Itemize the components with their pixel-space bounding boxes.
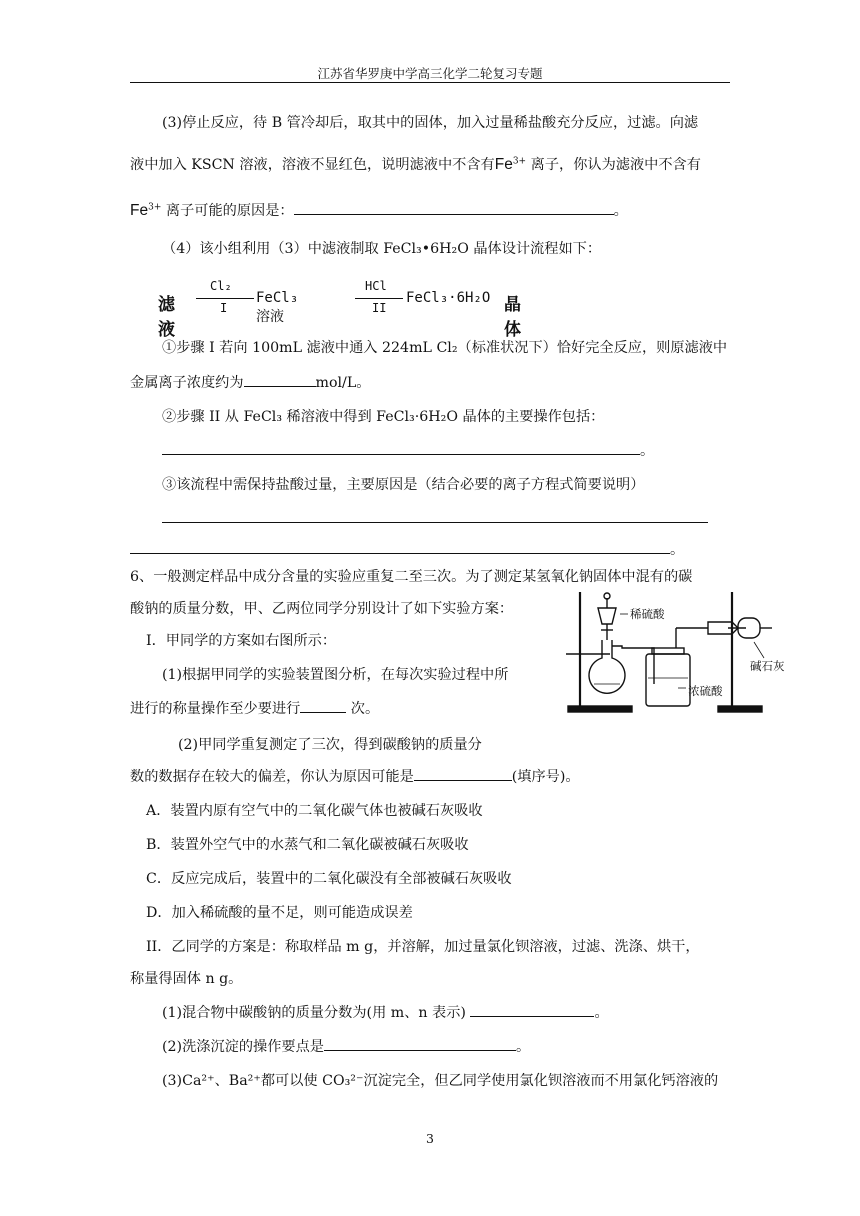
- label-soda-lime: 碱石灰: [750, 659, 785, 673]
- flow-step-1: I: [220, 301, 228, 315]
- q4-s1-text: 金属离子浓度约为: [130, 375, 244, 391]
- q3-line-2-tail: 离子，你认为滤液中不含有: [530, 157, 701, 173]
- q4-intro: （4）该小组利用（3）中滤液制取 FeCl₃•6H₂O 晶体设计流程如下：: [162, 241, 602, 257]
- option-a: A．装置内原有空气中的二氧化碳气体也被碱石灰吸收: [146, 803, 483, 819]
- q6-part1-title: I．甲同学的方案如右图所示：: [146, 633, 337, 649]
- flow-mid: FeCl₃溶液: [256, 290, 299, 325]
- answer-blank-q3[interactable]: [294, 200, 614, 215]
- q3-line-3-text: 离子可能的原因是：: [165, 203, 294, 219]
- option-d: D．加入稀硫酸的量不足，则可能造成误差: [146, 905, 413, 921]
- q3-line-3: [130, 200, 628, 220]
- q6-p1-q1-line-1: (1)根据甲同学的实验装置图分析，在每次实验过程中所: [162, 667, 509, 683]
- q6-p2-q3: (3)Ca²⁺、Ba²⁺都可以使 CO₃²⁻沉淀完全，但乙同学使用氯化钡溶液而不用氯化钙溶液的: [162, 1073, 719, 1089]
- answer-blank-s2[interactable]: [162, 440, 640, 455]
- q3-line-2-text: 液中加入 KSCN 溶液，溶液不显红色，说明滤液中不含有: [130, 157, 495, 173]
- q4-s1-unit: mol/L。: [315, 375, 371, 391]
- q6-p1-q2-text: 数的数据存在较大的偏差，你认为原因可能是: [130, 769, 414, 785]
- answer-blank-weighing[interactable]: [300, 698, 346, 713]
- q6-p1-q1-unit: 次。: [350, 701, 380, 717]
- answer-blank-washing[interactable]: [324, 1036, 516, 1051]
- q3-line-2: [130, 154, 701, 174]
- label-conc-sulfuric-acid: 浓硫酸: [688, 684, 723, 698]
- q6-p2-q2: [162, 1036, 530, 1056]
- q4-s2-end: 。: [640, 443, 655, 459]
- q6-p2-q1: [162, 1002, 609, 1022]
- q4-s3-answer-2: [130, 539, 684, 559]
- label-dilute-sulfuric-acid: 稀硫酸: [630, 607, 665, 621]
- q6-p1-q1-line-2: [130, 698, 379, 718]
- q6-p2-q1-text: (1)混合物中碳酸钠的质量分数为(用 m、n 表示): [162, 1005, 466, 1021]
- answer-blank-concentration[interactable]: [244, 372, 316, 387]
- fe-charge: 3+: [512, 156, 527, 167]
- flow-arrow-1: [196, 298, 254, 299]
- q6-part2-line-2: 称量得固体 n g。: [130, 971, 243, 987]
- fe-ion: Fe: [494, 156, 513, 173]
- flow-arrow-2: [355, 298, 403, 299]
- page-number: 3: [426, 1131, 434, 1146]
- q4-s3: ③该流程中需保持盐酸过量，主要原因是（结合必要的离子方程式简要说明）: [162, 477, 645, 493]
- fe-charge-2: 3+: [148, 202, 162, 213]
- q6-p1-q2-line-1: (2)甲同学重复测定了三次，得到碳酸钠的质量分: [178, 737, 482, 753]
- flow-step-2: II: [372, 301, 387, 315]
- header-rule: [130, 82, 730, 83]
- q4-s3-answer-1: [162, 508, 708, 527]
- flow-end-formula: FeCl₃·6H₂O: [406, 290, 491, 306]
- q4-s2: ②步骤 II 从 FeCl₃ 稀溶液中得到 FeCl₃·6H₂O 晶体的主要操作包括：: [162, 409, 605, 425]
- apparatus-drawing: [558, 588, 794, 718]
- q6-line-2: 酸钠的质量分数，甲、乙两位同学分别设计了如下实验方案：: [130, 601, 514, 617]
- flow-reagent-1: Cl₂: [210, 279, 232, 293]
- q6-p2-q1-end: 。: [594, 1005, 609, 1021]
- q3-end: 。: [613, 203, 628, 219]
- q6-p1-q1-text: 进行的称量操作至少要进行: [130, 701, 301, 717]
- page-header: 江苏省华罗庚中学高三化学二轮复习专题: [317, 66, 543, 81]
- q6-p2-q2-text: (2)洗涤沉淀的操作要点是: [162, 1039, 324, 1055]
- q4-s1-line-1: ①步骤 I 若向 100mL 滤液中通入 224mL Cl₂（标准状况下）恰好完全反应，则原滤液中: [162, 340, 728, 356]
- q4-s2-answer: [162, 440, 654, 460]
- answer-blank-choice[interactable]: [414, 766, 512, 781]
- answer-blank-mass-fraction[interactable]: [470, 1002, 594, 1017]
- q6-p1-q2-line-2: [130, 766, 580, 786]
- apparatus-figure: [558, 588, 794, 718]
- q4-s1-line-2: [130, 372, 370, 392]
- fe-ion-2: Fe: [130, 202, 149, 219]
- q6-part2-line-1: II．乙同学的方案是：称取样品 m g，并溶解，加过量氯化钡溶液，过滤、洗涤、烘干，: [146, 939, 700, 955]
- answer-blank-s3-line-1[interactable]: [162, 508, 708, 523]
- q4-s3-end: 。: [670, 542, 685, 558]
- flow-reagent-2: HCl: [365, 279, 387, 293]
- q6-p1-q2-tail: (填序号)。: [511, 769, 580, 785]
- q6-line-1: 6、一般测定样品中成分含量的实验应重复二至三次。为了测定某氢氧化钠固体中混有的碳: [130, 569, 693, 585]
- answer-blank-s3-line-2[interactable]: [130, 539, 670, 554]
- flow-start: 滤液: [158, 295, 175, 340]
- q6-p2-q2-end: 。: [515, 1039, 531, 1055]
- flow-end-text: 晶体: [504, 295, 521, 340]
- q3-line-1: (3)停止反应，待 B 管冷却后，取其中的固体，加入过量稀盐酸充分反应，过滤。向滤: [162, 115, 699, 131]
- option-b: B．装置外空气中的水蒸气和二氧化碳被碱石灰吸收: [146, 837, 469, 853]
- option-c: C．反应完成后，装置中的二氧化碳没有全部被碱石灰吸收: [146, 871, 512, 887]
